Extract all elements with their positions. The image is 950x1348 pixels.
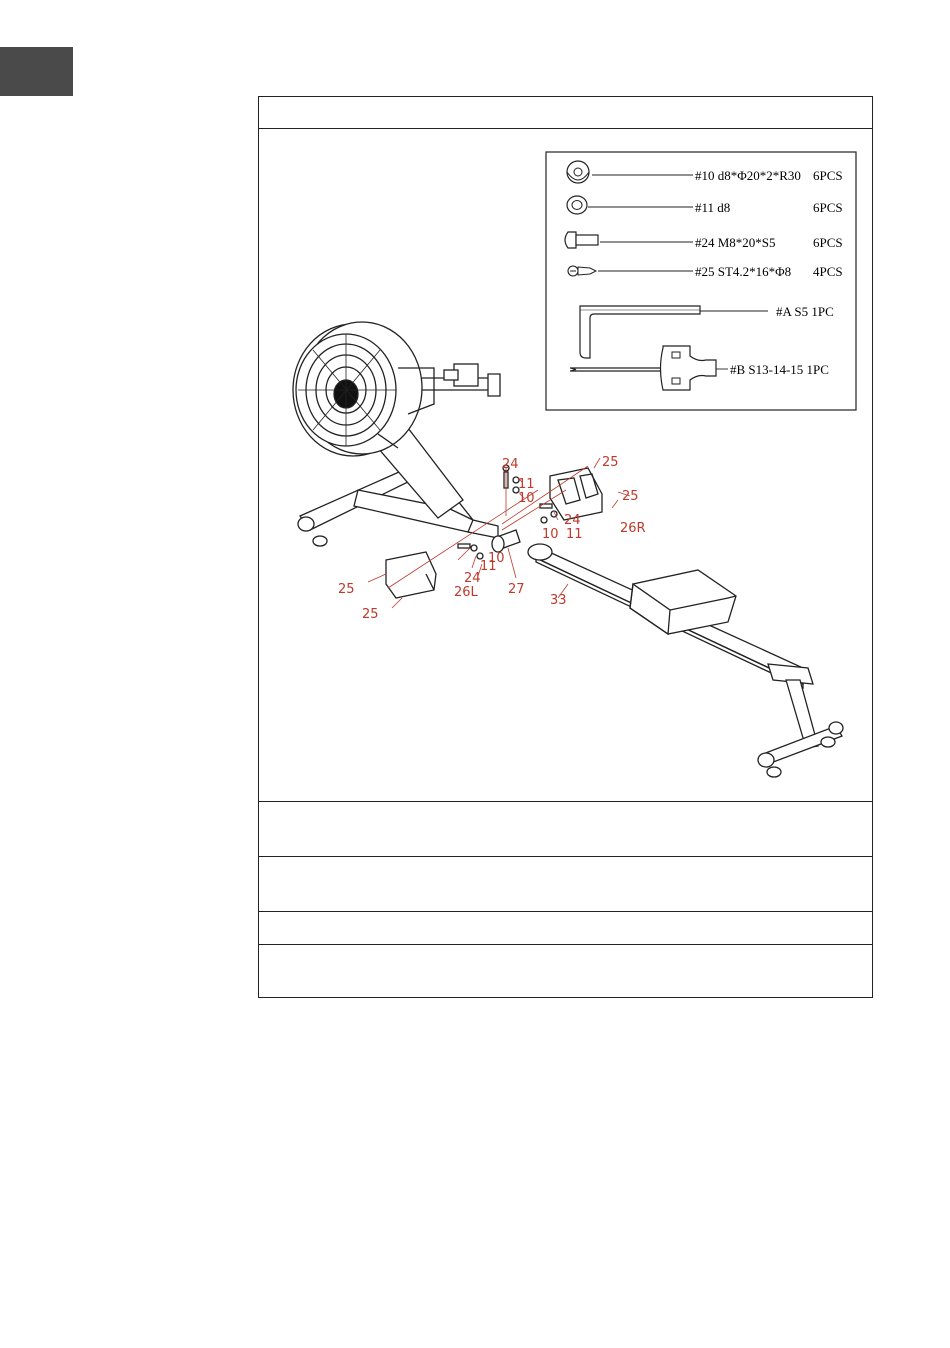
- callout-label: 25: [362, 607, 379, 622]
- part-24-qty: 6PCS: [813, 235, 843, 250]
- callout-label: 26L: [454, 585, 478, 600]
- spring-washer-icon: [567, 196, 587, 214]
- step-text-row-3: [259, 912, 872, 945]
- part-25-spec: #25 ST4.2*16*Φ8: [695, 264, 792, 279]
- part-11-spec: #11 d8: [695, 200, 731, 215]
- curved-washer-icon: [567, 161, 589, 183]
- callout-label: 11: [518, 477, 535, 492]
- callout-label: 24: [464, 571, 481, 586]
- callout-label: 11: [480, 559, 497, 574]
- callout-label: 33: [550, 593, 567, 608]
- step-text-row-2: [259, 857, 872, 912]
- callout-label: 11: [566, 527, 583, 542]
- part-b-spec: #B S13-14-15 1PC: [730, 362, 829, 377]
- step-text-row-4: [259, 945, 872, 997]
- callout-label: 24: [564, 513, 581, 528]
- part-11-qty: 6PCS: [813, 200, 843, 215]
- part-24-spec: #24 M8*20*S5: [695, 235, 776, 250]
- callout-label: 25: [338, 582, 355, 597]
- assembly-figure: [258, 128, 873, 801]
- callout-label: 25: [602, 455, 619, 470]
- section-tab: [0, 47, 73, 96]
- step-text-row-1: [259, 802, 872, 857]
- callout-label: 25: [622, 489, 639, 504]
- callout-label: 24: [502, 457, 519, 472]
- callout-label: 27: [508, 582, 525, 597]
- callout-label: 10: [518, 491, 535, 506]
- parts-list-box: [546, 152, 856, 410]
- part-a-spec: #A S5 1PC: [776, 304, 834, 319]
- part-25-qty: 4PCS: [813, 264, 843, 279]
- callout-label: 26R: [620, 521, 646, 536]
- part-10-qty: 6PCS: [813, 168, 843, 183]
- part-10-spec: #10 d8*Φ20*2*R30: [695, 168, 801, 183]
- callout-label: 10: [488, 551, 505, 566]
- step-title-row: [259, 97, 872, 129]
- callout-label: 10: [542, 527, 559, 542]
